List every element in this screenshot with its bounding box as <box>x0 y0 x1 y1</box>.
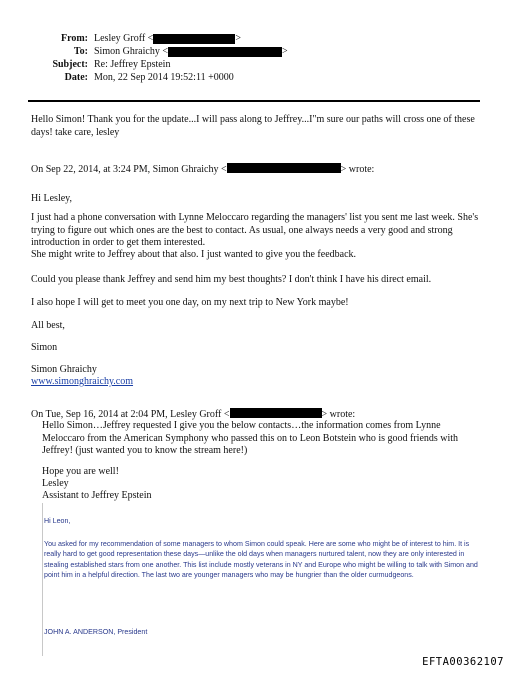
redaction-bar <box>227 163 341 173</box>
quote1-intro-text: On Sep 22, 2014, at 3:24 PM, Simon Ghraichy < <box>31 164 227 175</box>
to-value-wrap <box>94 46 288 58</box>
close-bracket: > <box>281 46 288 57</box>
from-label: From: <box>60 33 88 44</box>
subject-label: Subject: <box>52 59 88 70</box>
signature-name: Simon Ghraichy <box>31 364 97 375</box>
memo-greeting: Hi Leon, <box>44 517 71 525</box>
close-bracket: > <box>235 33 241 44</box>
quote2-intro-after: > wrote: <box>321 409 356 420</box>
quote1-intro-after: > wrote: <box>340 164 375 175</box>
signature-block <box>31 376 486 389</box>
subject-value: Re: Jeffrey Epstein <box>94 59 171 70</box>
from-value-wrap <box>94 33 241 45</box>
quote2-body: Hello Simon…Jeffrey requested I give you the below contacts…the information comes from Lynne Meloccaro from the American Symphony who passed this on to Leon Botstein who is good friends with Jeffrey! (just wanted you to know the stream here!) <box>42 420 459 456</box>
reply-body: Hello Simon! Thank you for the update...I will pass along to Jeffrey...I"m sure our paths will cross one of these days! take care, lesley <box>31 114 475 138</box>
to-label: To: <box>73 46 88 57</box>
header-divider <box>28 100 480 102</box>
quote1-name: Simon <box>31 342 58 353</box>
quote1-para1b: She might write to Jeffrey about that also. I just wanted to give you the feedback. <box>31 249 357 260</box>
quote2-sign1: Lesley <box>42 478 69 489</box>
redaction-bar <box>230 408 322 418</box>
memo-signature: JOHN A. ANDERSON, President <box>44 628 148 636</box>
date-value: Mon, 22 Sep 2014 19:52:11 +0000 <box>94 72 234 83</box>
quote1-intro <box>31 163 486 177</box>
website-link[interactable]: www.simonghraichy.com <box>31 376 134 387</box>
quote1-para1: I just had a phone conversation with Lynne Meloccaro regarding the managers' list you sent me last week. She's trying to figure out which ones are the best to contact. As usual, one always needs a very good and strong introduction in order to get them interested. <box>31 212 479 248</box>
redaction-bar <box>168 47 282 57</box>
quote1-para2: Could you please thank Jeffrey and send him my best thoughts? I don't think I have his direct email. <box>31 274 432 285</box>
to-value: Simon Ghraichy < <box>94 46 168 57</box>
quote2-intro-text: On Tue, Sep 16, 2014 at 2:04 PM, Lesley Groff < <box>31 409 230 420</box>
quote1-para3: I also hope I will get to meet you one day, on my next trip to New York maybe! <box>31 297 349 308</box>
document-id: EFTA00362107 <box>422 656 504 668</box>
quote1-closing: All best, <box>31 320 65 331</box>
redaction-bar <box>153 34 235 44</box>
from-value: Lesley Groff < <box>94 33 154 44</box>
email-header <box>0 0 512 100</box>
quote2-sign2: Assistant to Jeffrey Epstein <box>42 490 152 501</box>
date-label: Date: <box>64 72 88 83</box>
memo-body: You asked for my recommendation of some managers to whom Simon could speak. Here are some who might be of interest to him. It is really hard to get good representation these days—unlike the old days when managers nurtured talent, now they are only interested in stealing established stars from one another. This list include mostly veterans in NY and Europe who might be willing to talk with Simon and point him in a helpful direction. The last two are younger managers who may be hungrier than the older curmudgeons. <box>44 540 478 580</box>
quote1-greeting: Hi Lesley, <box>31 193 73 204</box>
quote2-hope: Hope you are well! <box>42 466 119 477</box>
